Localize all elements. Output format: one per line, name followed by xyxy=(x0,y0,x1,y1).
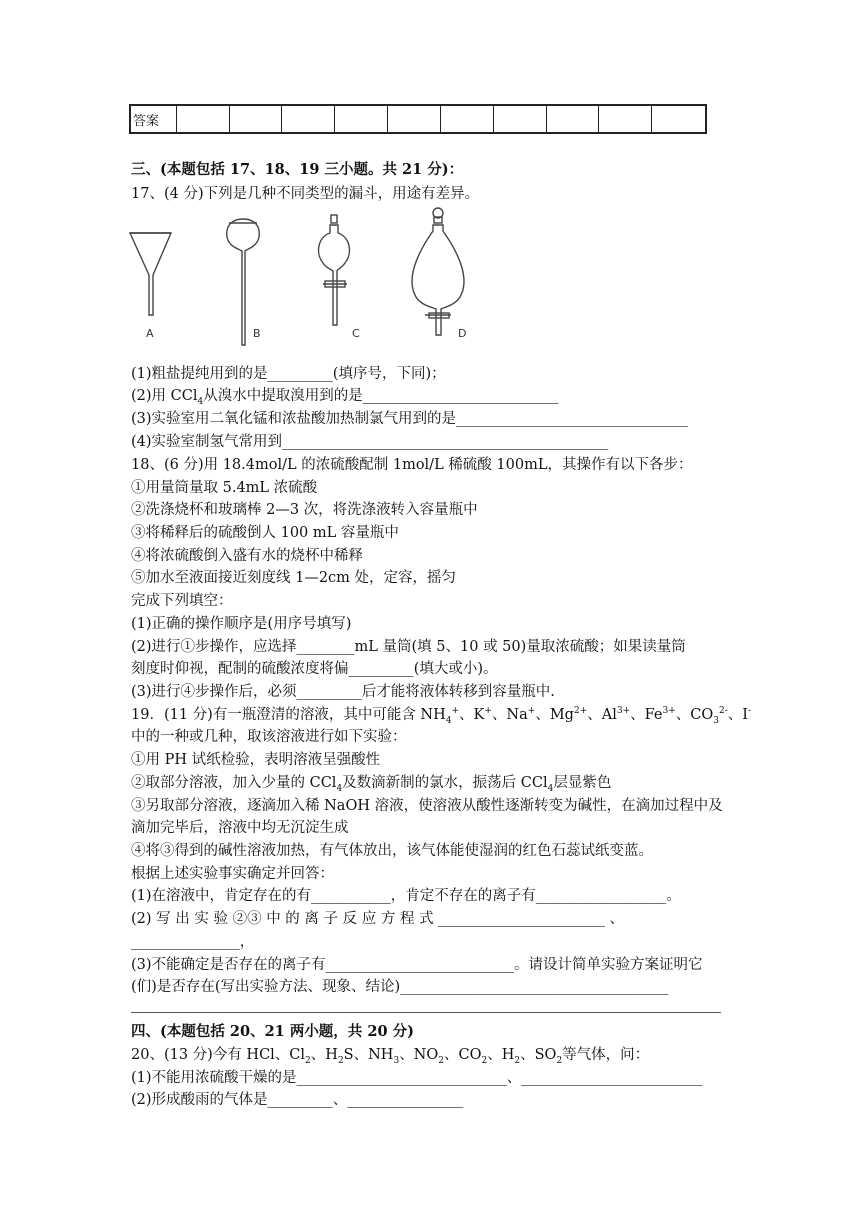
q17-part4: (4)实验室制氢气常用到_____________________________________________ xyxy=(131,434,609,450)
q20-part1: (1)不能用浓硫酸干燥的是_____________________________、_________________________ xyxy=(131,1070,703,1086)
funnel-label-a: A xyxy=(146,327,154,340)
q18-stem: 18、(6 分)用 18.4mol/L 的浓硫酸配制 1mol/L 稀硫酸 100mL，其操作有以下各步： xyxy=(131,457,693,473)
q19-step-3-cont: 滴加完毕后，溶液中均无沉淀生成 xyxy=(131,820,349,836)
q19-part2b: _______________， xyxy=(131,934,255,950)
answer-cell[interactable] xyxy=(652,106,705,132)
q18-step-3: ③将稀释后的硫酸倒人 100 mL 容量瓶中 xyxy=(131,525,399,541)
answer-cell[interactable] xyxy=(547,106,600,132)
funnel-label-b: B xyxy=(253,327,261,340)
q18-part3: (3)进行④步操作后，必须_________后才能将液体转移到容量瓶中. xyxy=(131,684,555,700)
q19-part3a: (3)不能确定是否存在的离子有__________________________。请设计简单实验方案证明它 xyxy=(131,957,703,973)
q17-part2: (2)用 CCl$_4$从溴水中提取溴用到的是___________________________ xyxy=(131,388,559,407)
funnel-label-d: D xyxy=(458,327,467,340)
q19-part3b: (们)是否存在(写出实验方法、现象、结论)_____________________________________ xyxy=(131,979,669,995)
q19-step-3: ③另取部分溶液，逐滴加入稀 NaOH 溶液，使溶液从酸性逐渐转变为碱性，在滴加过程中及 xyxy=(131,798,723,814)
answer-cell[interactable] xyxy=(282,106,335,132)
answer-table-header: 答案 xyxy=(131,106,177,132)
answer-cell[interactable] xyxy=(388,106,441,132)
q18-part2a: (2)进行①步操作，应选择________mL 量筒(填 5、10 或 50)量取浓硫酸；如果读量筒 xyxy=(131,639,686,655)
q19-part1: (1)在溶液中，肯定存在的有___________，肯定不存在的离子有__________________。 xyxy=(131,888,681,904)
q17-stem: 17、(4 分)下列是几种不同类型的漏斗，用途有差异。 xyxy=(131,186,480,202)
answer-cell[interactable] xyxy=(494,106,547,132)
answer-cell[interactable] xyxy=(599,106,652,132)
q18-step-1: ①用量筒量取 5.4mL 浓硫酸 xyxy=(131,480,318,496)
q17-part1: (1)粗盐提纯用到的是_________(填序号，下同)； xyxy=(131,366,446,382)
q18-step-2: ②洗涤烧杯和玻璃棒 2—3 次，将洗涤液转入容量瓶中 xyxy=(131,502,478,518)
funnel-label-c: C xyxy=(352,327,360,340)
funnel-c-drawing xyxy=(319,215,350,325)
answer-cell[interactable] xyxy=(230,106,283,132)
answer-rule-line xyxy=(131,1012,721,1013)
answer-cell[interactable] xyxy=(177,106,230,132)
q19-ions-line: 中的一种或几种，取该溶液进行如下实验： xyxy=(131,729,407,745)
section-3-title: 三、(本题包括 17、18、19 三小题。共 21 分)： xyxy=(131,161,464,178)
answer-cell[interactable] xyxy=(441,106,494,132)
q19-step-2: ②取部分溶液，加入少量的 CCl$_4$及数滴新制的氯水，振荡后 CCl$_4$层显紫色 xyxy=(131,775,612,794)
q19-stem: 19．(11 分)有一瓶澄清的溶液，其中可能含 $NH_4^+$、K+、Na+、$Mg^{2+}$、$Al^{3+}$、$Fe^{3+}$、$CO_3^{2-}$、I- xyxy=(131,706,752,726)
answer-table xyxy=(129,104,707,134)
q20-stem: 20、(13 分)今有 HCl、$Cl_2$、$H_2S$、$NH_3$、$NO_2$、$CO_2$、$H_2$、$SO_2$等气体，问： xyxy=(131,1047,650,1066)
q18-part2b: 刻度时仰视，配制的硫酸浓度将偏_________(填大或小)。 xyxy=(131,661,498,677)
q17-part3: (3)实验室用二氧化锰和浓盐酸加热制氯气用到的是________________________________ xyxy=(131,411,689,427)
funnel-a-drawing xyxy=(130,233,171,315)
funnel-d-drawing xyxy=(412,208,464,335)
answer-cell[interactable] xyxy=(335,106,388,132)
q18-step-4: ④将浓硫酸倒入盛有水的烧杯中稀释 xyxy=(131,548,363,564)
q19-answer-intro: 根据上述实验事实确定并回答： xyxy=(131,866,334,882)
q18-fill-intro: 完成下列填空： xyxy=(131,593,233,609)
q19-part2a: (2) 写 出 实 验 ②③ 中 的 离 子 反 应 方 程 式 _______________________ 、 xyxy=(131,911,625,927)
q18-step-5: ⑤加水至液面接近刻度线 1—2cm 处，定容，摇匀 xyxy=(131,570,457,586)
section-4-title: 四、(本题包括 20、21 两小题，共 20 分) xyxy=(131,1023,414,1040)
q19-step-4: ④将③得到的碱性溶液加热，有气体放出，该气体能使湿润的红色石蕊试纸变蓝。 xyxy=(131,843,653,859)
q20-part2: (2)形成酸雨的气体是_________、________________ xyxy=(131,1092,464,1108)
q19-step-1: ①用 PH 试纸检验，表明溶液呈强酸性 xyxy=(131,752,381,768)
q18-part1: (1)正确的操作顺序是(用序号填写) xyxy=(131,616,352,632)
funnel-illustrations xyxy=(125,205,485,355)
